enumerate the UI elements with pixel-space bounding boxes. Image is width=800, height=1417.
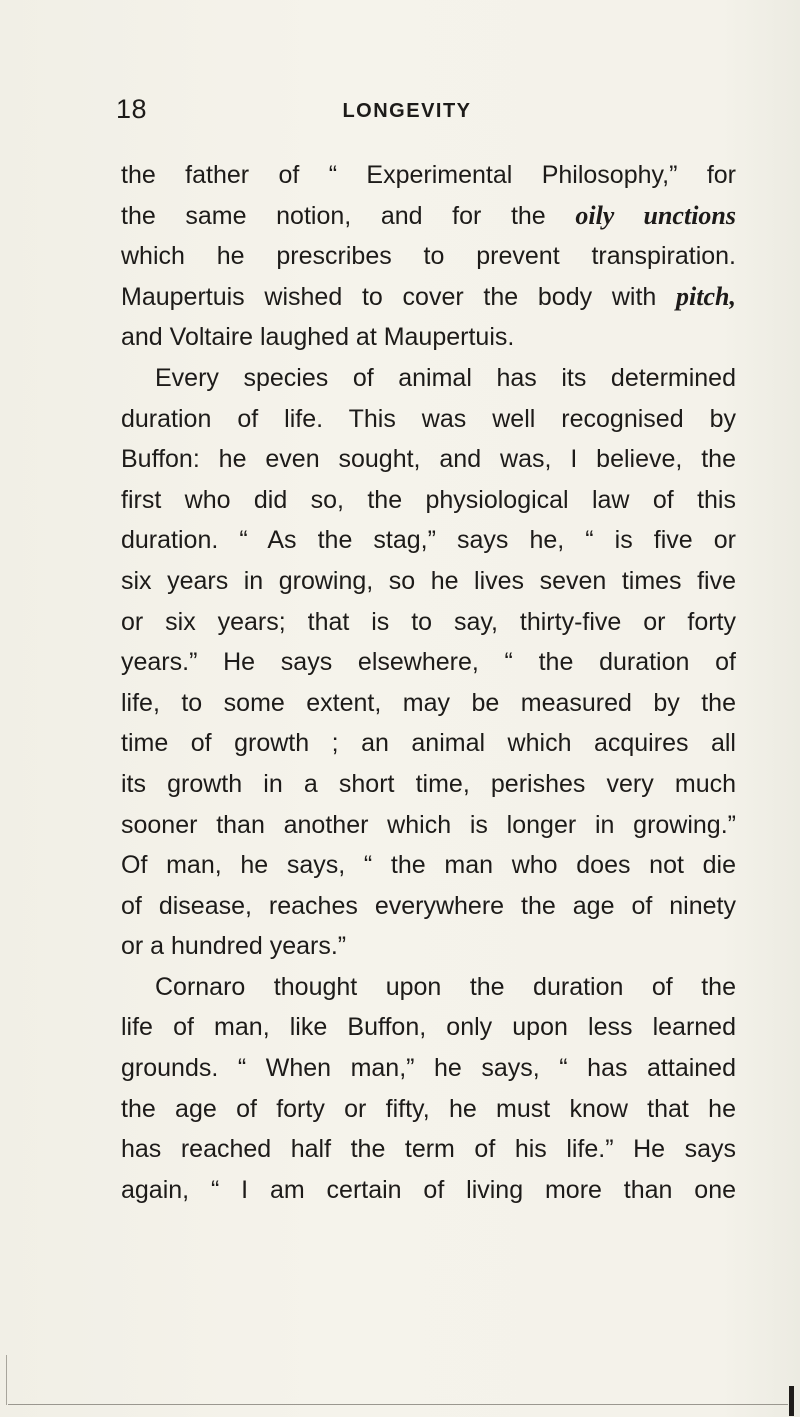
text-line xyxy=(121,196,736,237)
text-line xyxy=(121,277,736,318)
text-line: Of man, he says, “ the man who does not die xyxy=(121,851,736,880)
italic-phrase: oily unctions xyxy=(575,200,736,230)
text-line: life of man, like Buffon, only upon less learned xyxy=(121,1013,736,1042)
text-line: first who did so, the physiological law of this xyxy=(121,485,736,514)
italic-phrase: pitch, xyxy=(676,281,736,311)
paragraph-start-line: Every species of animal has its determined xyxy=(155,363,736,392)
text-line: its growth in a short time, perishes very much xyxy=(121,769,736,798)
text-line: time of growth ; an animal which acquires all xyxy=(121,729,736,758)
text-line: the father of “ Experimental Philosophy,” for xyxy=(121,161,736,189)
page-bottom-edge xyxy=(8,1404,788,1405)
text-run: the same notion, and for the xyxy=(121,201,576,230)
binding-edge-mark xyxy=(789,1386,794,1416)
text-line: or six years; that is to say, thirty-five or forty xyxy=(121,607,736,636)
text-line: or a hundred years.” xyxy=(121,932,347,961)
page-number: 18 xyxy=(116,94,148,124)
text-run: Maupertuis wished to cover the body with xyxy=(121,282,677,311)
text-line: six years in growing, so he lives seven times five xyxy=(121,566,736,595)
text-line: again, “ I am certain of living more than one xyxy=(121,1175,736,1204)
text-line: has reached half the term of his life.” He says xyxy=(121,1135,736,1164)
text-line: years.” He says elsewhere, “ the duration of xyxy=(121,648,736,677)
paragraph-start-line: Cornaro thought upon the duration of the xyxy=(155,972,736,1001)
text-line: the age of forty or fifty, he must know that he xyxy=(121,1094,736,1123)
text-line: life, to some extent, may be measured by the xyxy=(121,688,736,717)
text-line: which he prescribes to prevent transpiration. xyxy=(121,242,736,271)
text-line: Buffon: he even sought, and was, I believe, the xyxy=(121,445,736,474)
text-line: duration of life. This was well recognised by xyxy=(121,404,736,433)
text-line: grounds. “ When man,” he says, “ has attained xyxy=(121,1054,736,1083)
page-edge-shadow xyxy=(6,1355,7,1405)
text-line: and Voltaire laughed at Maupertuis. xyxy=(121,323,515,352)
text-line: sooner than another which is longer in growing.” xyxy=(121,810,736,839)
body-text xyxy=(121,155,736,1210)
text-line: of disease, reaches everywhere the age of ninety xyxy=(121,891,736,920)
text-line: duration. “ As the stag,” says he, “ is five or xyxy=(121,526,736,555)
running-head: LONGEVITY xyxy=(342,100,472,122)
